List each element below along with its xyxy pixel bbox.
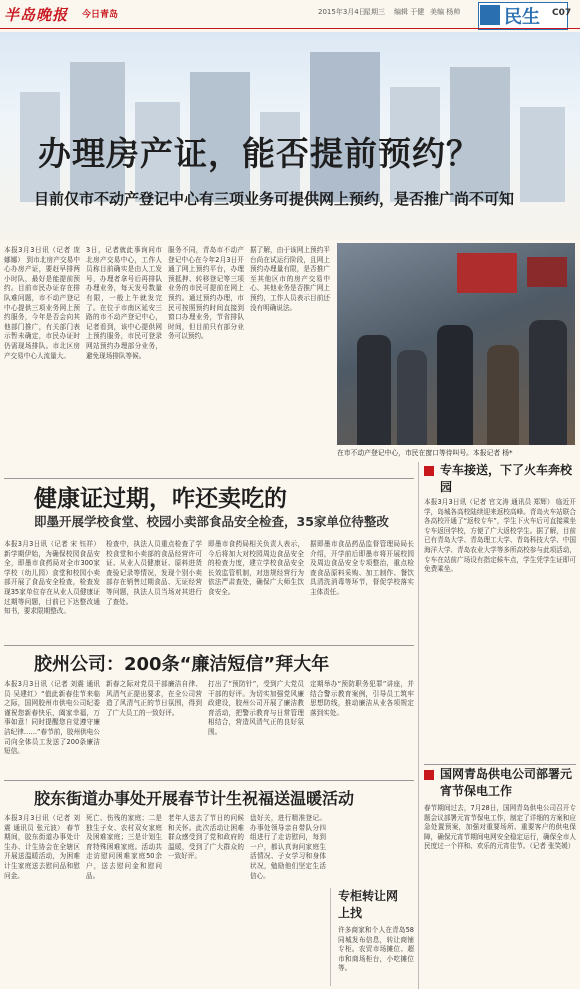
sidebar-divider-2 <box>424 764 576 765</box>
lead-col-2: 3日，记者就此事询问市北房产交易中心，工作人员称目前确实是由人工发号，办理者拿号后再排队办理业务，每天发号数量有限，一般上午就发完了。在位于市南区延安三路的市不动产登记中心，记者看到，该中心提供网上预约服务，市民可登录网站预约办理部分业务，避免现场排队等候。 <box>86 246 162 360</box>
page-number: C07 <box>552 8 572 18</box>
newspaper-logo: 半岛晚报 <box>4 6 69 24</box>
editor-text: 编辑 于健 <box>394 8 425 16</box>
health-headline: 健康证过期，咋还卖吃的 <box>34 486 287 512</box>
lead-subheadline: 目前仅市不动产登记中心有三项业务可提供网上预约，是否推广尚不可知 <box>34 190 515 208</box>
divider-3 <box>4 780 414 781</box>
side-box-divider <box>330 888 331 986</box>
anti-graft-col-1: 本报3月3日讯（记者 刘震 通讯员 吴建红）“值此新春佳节来临之际，国网胶州市供电公司纪委谨祝您新春快乐，阖家幸福，万事如意！同时提醒您自觉遵守廉洁纪律……”春节前，胶州供电公司向全体员工发送了200条廉洁短信。 <box>4 680 100 756</box>
sidebar-story2-title: 国网青岛供电公司部署元宵节保电工作 <box>440 767 573 798</box>
date-text: 2015年3月4日 <box>318 8 366 16</box>
section-flag-icon <box>480 5 500 25</box>
side-box-title: 专柜转让网上找 <box>338 889 399 920</box>
side-box-text: 许多商家和个人在青岛58同城发布信息，转让商铺专柜。农贸市场摊位、超市和商场柜台，小吃摊位等。 <box>338 926 414 973</box>
sidebar-story1-title: 专车接送，下了火车奔校园 <box>440 463 573 494</box>
lead-headline: 办理房产证，能否提前预约？ <box>38 134 480 173</box>
anti-graft-headline: 胶州公司：200条“廉洁短信”拜大年 <box>34 654 330 675</box>
anti-graft-col-4: 定期举办“预防职务犯罪”讲座，并结合警示教育案例，引导员工筑牢思想防线，推动廉洁从业各项规定落到实处。 <box>310 680 414 717</box>
health-col-1: 本报3月3日讯（记者 宋 钰祥） 新学期伊始，为确保校园食品安全，即墨市食药局对全市300家学校（幼儿园）食堂和校园小卖部开展了食品安全检查，检查发现35家单位存在从业人员健康证过期等问题，目前已下达整改通知书，要求限期整改。 <box>4 540 100 616</box>
health-col-3: 即墨市食药局相关负责人表示，今后将加大对校园周边食品安全的检查力度，建立学校食品安全长效监管机制，对违规经营行为依法严肃查处，确保广大师生饮食安全。 <box>208 540 304 596</box>
divider-2 <box>4 645 414 646</box>
jiaodong-headline: 胶东街道办事处开展春节计生祝福送温暖活动 <box>34 789 355 808</box>
jiaodong-col-4: 盘好关，进行精准登记。办事处领导亲自带队分四组进行了走访慰问，每到一户，都认真询问家庭生活情况、子女学习和身体状况，勉励他们坚定生活信心。 <box>250 814 326 880</box>
jiaodong-col-1: 本报3月3日讯（记者 刘震 通讯员 张元波） 春节期间，胶东街道办事处计生办、计生协会在全辖区开展送温暖活动，为困难计生家庭送去慰问品和慰问金。 <box>4 814 80 880</box>
anti-graft-col-2: 新春之际对党员干部廉洁自律、风清气正提出要求，在全公司营造了风清气正的节日氛围，得到了广大员工的一致好评。 <box>106 680 202 717</box>
office-photo <box>337 243 575 445</box>
health-col-4: 据即墨市食品药品监督管理局局长介绍，开学前后即墨市将开展校园及周边食品安全专项整治，重点检查食品原料采购、加工制作、餐饮具清洗消毒等环节，督促学校落实主体责任。 <box>310 540 414 596</box>
jiaodong-col-2: 死亡、伤残的家庭；二是独生子女、农村双女家庭及困难家庭；三是计划生育特殊困难家庭。活动共走访慰问困难家庭50余户，送去慰问金和慰问品。 <box>86 814 162 880</box>
health-subheadline: 即墨开展学校食堂、校园小卖部食品安全检查，35家单位待整改 <box>34 514 389 529</box>
lead-col-4: 据了解，由于该网上预约平台尚在试运行阶段，且网上预约办理量有限，是否推广至其他区市的房产交易中心、其他业务是否推广网上预约，工作人员表示目前还没有明确说法。 <box>250 246 330 312</box>
designer-text: 美编 杨帅 <box>430 8 461 16</box>
health-col-2: 检查中，执法人员重点检查了学校食堂和小卖部的食品经营许可证、从业人员健康证、原料进货查验记录等情况，发现个别小卖部存在销售过期食品、无证经营等问题，执法人员当场对其进行了查处。 <box>106 540 202 606</box>
anti-graft-col-3: 打出了“预防针”，受到广大党员干部的好评。为切实加强党风廉政建设，胶州公司开展了廉洁教育活动，把警示教育与日常管理相结合，营造风清气正的良好氛围。 <box>208 680 304 736</box>
divider-1 <box>4 478 414 479</box>
sidebar-story1-text: 本报3月3日讯（记者 官文涛 通讯员 郑辉） 临近开学，岛城各高校陆续迎来返校高峰。青岛火车站联合各高校开通了“返校专车”，学生下火车后可直接乘坐专车返回学校，方便了广大返校学生。据了解，目前已有青岛大学、青岛理工大学、青岛科技大学、中国海洋大学、青岛农业大学等多所高校参与此项活动，专车在站前广场设有指定候车点，学生凭学生证即可免费乘坐。 <box>424 498 576 574</box>
lead-col-1: 本报3月3日讯（记者 庞娜娜） 到市北房产交易中心办房产证，要赶早排两小时队，最好是能提前预约。目前市民办证存在排队难问题，市不动产登记中心提供三项业务网上预约服务，今年是否会向其他部门推广，有关部门表示暂未确定，市民办证时仍需现场排队。市北区房产交易中心人流量大。 <box>4 246 80 360</box>
jiaodong-col-3: 老年人送去了节日的问候和关怀。此次活动让困难群众感受到了党和政府的温暖，受到了广大群众的一致好评。 <box>168 814 244 861</box>
header-rule <box>0 28 580 29</box>
sidebar-marker-icon-2 <box>424 770 434 780</box>
edition-label: 今日青岛 <box>82 10 119 20</box>
sidebar-divider <box>418 462 419 989</box>
weekday-text: 星期三 <box>364 8 385 16</box>
sidebar-marker-icon <box>424 466 434 476</box>
sidebar-story2-text: 春节期间过去，7月28日，国网青岛供电公司召开专题会议部署元宵节保电工作，制定了详细的方案和应急处置预案，加强对重要场所、重要客户的供电保障，确保元宵节期间电网安全稳定运行，确保全市人民度过一个祥和、欢乐的元宵佳节。（记者 张笑媛） <box>424 804 576 851</box>
section-name: 民生 <box>504 7 540 28</box>
lead-col-3: 服务不同，青岛市不动产登记中心在今年2月3日开通了网上预约平台，办理预抵押、转移登记等三项业务的市民可提前在网上预约。通过预约办理，市民可按照预约时间直接到窗口办理业务，节省排队时间，但目前只有部分业务可以预约。 <box>168 246 244 341</box>
photo-caption: 在市不动产登记中心，市民在窗口等待叫号。本报记者 杨* <box>337 449 513 457</box>
